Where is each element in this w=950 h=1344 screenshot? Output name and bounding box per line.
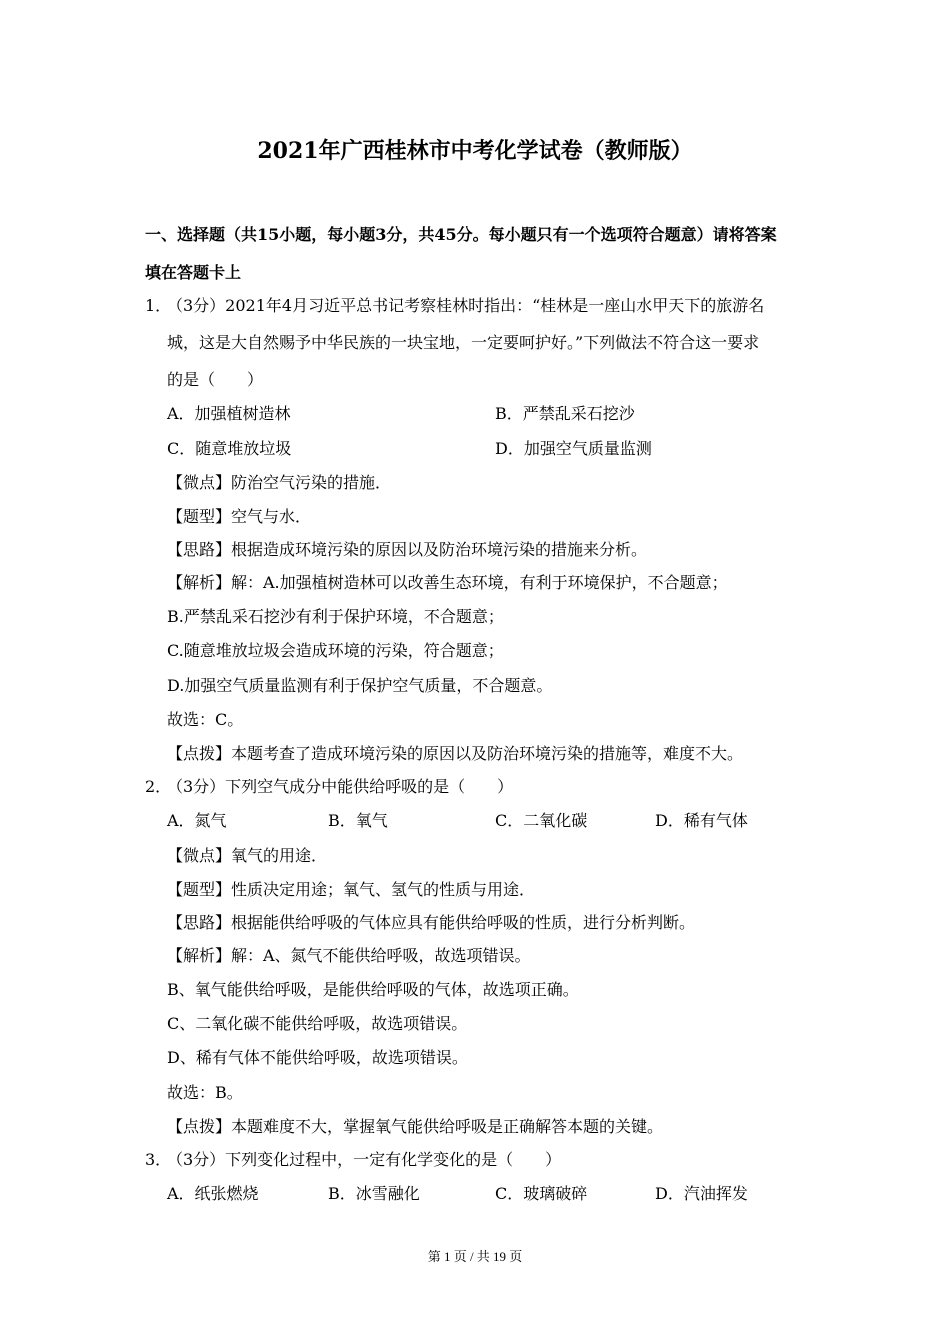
question-text: （3分）下列空气成分中能供给呼吸的是（ ） (167, 777, 514, 796)
question-1-analysis-line: C.随意堆放垃圾会造成环境的污染，符合题意； (167, 641, 504, 660)
question-1-idea: 【思路】根据造成环境污染的原因以及防治环境污染的措施来分析。 (167, 540, 648, 559)
question-1-option-c: C．随意堆放垃圾 (167, 439, 292, 458)
question-2-analysis-line: C、二氧化碳不能供给呼吸，故选项错误。 (167, 1014, 468, 1033)
page-footer: 第 1 页 / 共 19 页 (427, 1249, 523, 1264)
section-header-line2: 填在答题卡上 (145, 263, 242, 282)
section-header-line1: 一、选择题（共15小题，每小题3分，共45分。每小题只有一个选项符合题意）请将答案 (145, 225, 777, 244)
question-2-option-a: A．氮气 (167, 811, 227, 830)
question-2-idea: 【思路】根据能供给呼吸的气体应具有能供给呼吸的性质，进行分析判断。 (167, 913, 696, 932)
question-2-type: 【题型】性质决定用途；氧气、氢气的性质与用途． (167, 880, 536, 899)
question-3-option-d: D．汽油挥发 (655, 1184, 748, 1203)
question-2-answer: 故选：B。 (167, 1083, 243, 1102)
question-2-option-c: C．二氧化碳 (495, 811, 588, 830)
question-3-option-a: A．纸张燃烧 (167, 1184, 259, 1203)
question-2-analysis-line: D、稀有气体不能供给呼吸，故选项错误。 (167, 1048, 468, 1067)
question-text: （3分）2021年4月习近平总书记考察桂林时指出：“桂林是一座山水甲天下的旅游名 (167, 296, 765, 315)
question-text: （3分）下列变化过程中，一定有化学变化的是（ ） (167, 1150, 562, 1169)
question-1-option-d: D．加强空气质量监测 (495, 439, 652, 458)
question-3-stem (145, 1147, 561, 1170)
question-3-option-b: B．冰雪融化 (328, 1184, 420, 1203)
question-number: 3． (145, 1150, 172, 1169)
question-2-micro: 【微点】氧气的用途． (167, 846, 328, 865)
question-1-answer: 故选：C。 (167, 710, 244, 729)
question-1-analysis-line: 【解析】解：A.加强植树造林可以改善生态环境，有利于环境保护，不合题意； (167, 573, 728, 592)
question-1-option-a: A．加强植树造林 (167, 404, 291, 423)
question-1-analysis-line: D.加强空气质量监测有利于保护空气质量，不合题意。 (167, 676, 553, 695)
question-2-analysis-line: B、氧气能供给呼吸，是能供给呼吸的气体，故选项正确。 (167, 980, 579, 999)
question-2-option-d: D．稀有气体 (655, 811, 748, 830)
question-2-analysis-line: 【解析】解：A、氮气不能供给呼吸，故选项错误。 (167, 946, 531, 965)
question-number: 1． (145, 296, 172, 315)
question-2-stem (145, 774, 513, 797)
question-3-option-c: C．玻璃破碎 (495, 1184, 588, 1203)
question-1-type: 【题型】空气与水． (167, 507, 312, 526)
question-1-option-b: B．严禁乱采石挖沙 (495, 404, 635, 423)
document-title: 2021年广西桂林市中考化学试卷（教师版） (257, 138, 693, 164)
question-2-option-b: B．氧气 (328, 811, 388, 830)
question-1-stem-line3: 的是（ ） (167, 370, 264, 389)
question-1-analysis-line: B.严禁乱采石挖沙有利于保护环境，不合题意； (167, 607, 504, 626)
question-number: 2． (145, 777, 172, 796)
question-2-tip: 【点拨】本题难度不大，掌握氧气能供给呼吸是正确解答本题的关键。 (167, 1117, 664, 1136)
question-1-stem-line1 (145, 293, 764, 316)
question-1-tip: 【点拨】本题考查了造成环境污染的原因以及防治环境污染的措施等，难度不大。 (167, 744, 744, 763)
question-1-micro: 【微点】防治空气污染的措施． (167, 473, 392, 492)
question-1-stem-line2: 城，这是大自然赐予中华民族的一块宝地，一定要呵护好。”下列做法不符合这一要求 (167, 333, 760, 352)
